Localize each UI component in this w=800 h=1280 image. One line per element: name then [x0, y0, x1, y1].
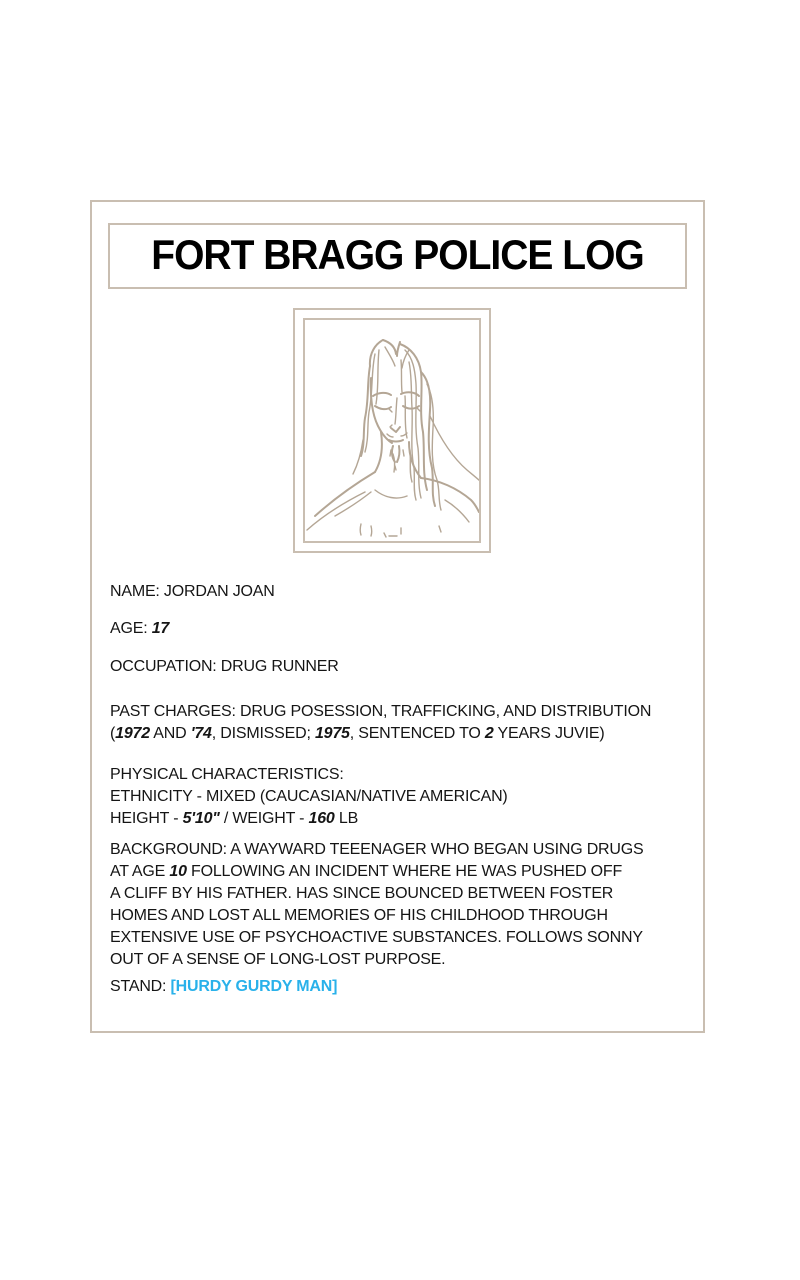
text-segment: LB — [334, 810, 359, 827]
text-segment: OCCUPATION: DRUG RUNNER — [110, 658, 339, 675]
text-line — [110, 883, 693, 905]
page-title: FORT BRAGG POLICE LOG — [151, 232, 644, 279]
text-line — [110, 618, 693, 640]
field-stand — [110, 976, 693, 998]
text-segment: PAST CHARGES: DRUG POSESSION, TRAFFICKING, AND DISTRIBUTION — [110, 703, 652, 720]
text-line — [110, 839, 693, 861]
text-line — [110, 581, 693, 603]
field-physical — [110, 764, 693, 830]
mugshot-inner-frame — [303, 318, 481, 543]
text-segment: / WEIGHT - — [219, 810, 309, 827]
text-segment: AT AGE — [110, 863, 170, 880]
text-line — [110, 764, 693, 786]
text-segment: AGE: — [110, 620, 152, 637]
field-age — [110, 618, 693, 640]
text-line — [110, 786, 693, 808]
text-segment: STAND: — [110, 978, 171, 995]
text-segment: BACKGROUND: A WAYWARD TEEENAGER WHO BEGAN USING DRUGS — [110, 841, 644, 858]
text-segment: ( — [110, 725, 116, 742]
text-segment: EXTENSIVE USE OF PSYCHOACTIVE SUBSTANCES. FOLLOWS SONNY — [110, 929, 643, 946]
text-line — [110, 656, 693, 678]
text-segment: HEIGHT - — [110, 810, 183, 827]
field-background — [110, 839, 693, 971]
title-box — [108, 223, 687, 289]
stand-name-link[interactable]: [HURDY GURDY MAN] — [170, 978, 338, 995]
text-segment: 5'10" — [182, 810, 220, 827]
text-segment: NAME: JORDAN JOAN — [110, 583, 275, 600]
police-log-document — [90, 200, 705, 1033]
text-segment: ETHNICITY - MIXED (CAUCASIAN/NATIVE AMERICAN) — [110, 788, 508, 805]
text-segment: YEARS JUVIE) — [493, 725, 605, 742]
field-occupation — [110, 656, 693, 678]
text-segment: A CLIFF BY HIS FATHER. HAS SINCE BOUNCED BETWEEN FOSTER — [110, 885, 614, 902]
text-line — [110, 701, 693, 723]
text-segment: FOLLOWING AN INCIDENT WHERE HE WAS PUSHED OFF — [186, 863, 623, 880]
text-segment: 1975 — [314, 725, 350, 742]
text-line — [110, 905, 693, 927]
text-segment: , SENTENCED TO — [349, 725, 485, 742]
text-segment: 1972 — [115, 725, 150, 742]
text-segment: AND — [149, 725, 191, 742]
text-segment: 10 — [169, 863, 187, 880]
text-segment: HOMES AND LOST ALL MEMORIES OF HIS CHILDHOOD THROUGH — [110, 907, 608, 924]
field-past-charges — [110, 701, 693, 745]
text-segment: 2 — [484, 725, 494, 742]
mugshot-frame — [293, 308, 491, 553]
text-line — [110, 927, 693, 949]
text-segment: 17 — [151, 620, 170, 637]
text-segment: OUT OF A SENSE OF LONG-LOST PURPOSE. — [110, 951, 446, 968]
text-segment: 160 — [308, 810, 335, 827]
text-line — [110, 808, 693, 830]
text-line — [110, 949, 693, 971]
text-segment: '74 — [190, 725, 212, 742]
text-segment: , DISMISSED; — [211, 725, 315, 742]
text-segment: PHYSICAL CHARACTERISTICS: — [110, 766, 344, 783]
text-line — [110, 861, 693, 883]
text-line — [110, 976, 693, 998]
field-name — [110, 581, 693, 603]
mugshot-sketch — [305, 320, 479, 541]
text-line — [110, 723, 693, 745]
